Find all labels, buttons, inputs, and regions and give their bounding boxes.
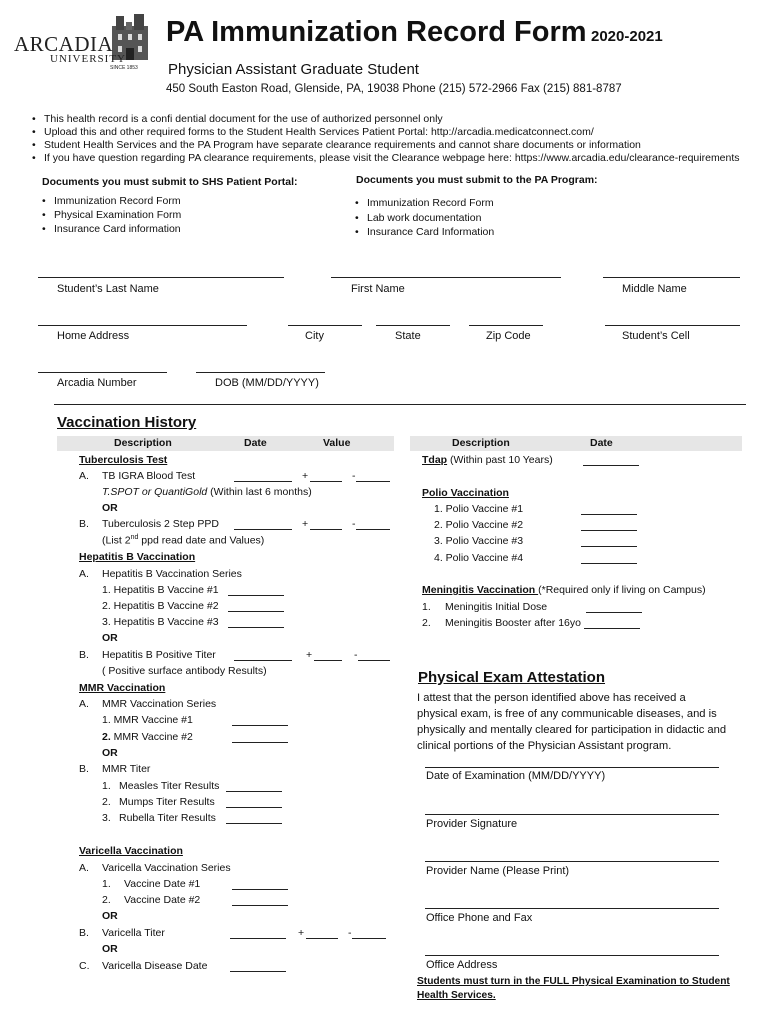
col-description: Description xyxy=(452,437,510,449)
meningitis-2-row xyxy=(422,617,581,629)
exam-date-label: Date of Examination (MM/DD/YYYY) xyxy=(426,770,606,782)
row-label: Hepatitis B Positive Titer xyxy=(102,649,216,661)
rubella-titer-row xyxy=(102,812,216,824)
row-num: 3. xyxy=(102,812,111,824)
hepb-titer-row xyxy=(79,649,216,661)
row-label: Vaccine Date #1 xyxy=(124,878,201,890)
col-value: Value xyxy=(323,437,351,449)
col-description: Description xyxy=(114,437,172,449)
meningitis-title: Meningitis Vaccination xyxy=(422,584,539,596)
varicella-2-row xyxy=(102,894,201,906)
row-letter: A. xyxy=(79,568,89,580)
row-label: TB IGRA Blood Test xyxy=(102,470,196,482)
minus-sign: - xyxy=(354,649,358,661)
pa-docs-title: Documents you must submit to the PA Program: xyxy=(356,174,598,186)
ppd-note-pre: (List 2 xyxy=(102,534,131,547)
row-label: Vaccine Date #2 xyxy=(124,894,201,906)
polio-1-label: 1. Polio Vaccine #1 xyxy=(434,503,524,515)
hepb-titer-date[interactable] xyxy=(234,651,292,661)
state-label: State xyxy=(395,330,421,342)
varicella-2-date[interactable] xyxy=(232,896,288,906)
row-label: MMR Vaccination Series xyxy=(102,698,217,710)
row-num: 1. xyxy=(102,780,111,792)
varicella-disease-row xyxy=(79,960,208,972)
col-date: Date xyxy=(244,437,267,449)
mmr-1-label: 1. MMR Vaccine #1 xyxy=(102,714,193,726)
tb-igra-note-rest: (Within last 6 months) xyxy=(207,486,312,498)
polio-4-date[interactable] xyxy=(581,554,637,564)
plus-sign: + xyxy=(306,649,313,661)
minus-sign: - xyxy=(352,518,356,530)
tb-igra-date[interactable] xyxy=(234,472,292,482)
row-label: Varicella Vaccination Series xyxy=(102,862,231,874)
arcadia-logo xyxy=(14,10,154,70)
or-label: OR xyxy=(102,502,118,514)
hepb-1-label: 1. Hepatitis B Vaccine #1 xyxy=(102,584,219,596)
tdap-date[interactable] xyxy=(583,456,639,466)
mmr-2-num: 2. xyxy=(102,731,111,743)
exam-date-field[interactable] xyxy=(425,767,719,768)
hepb-3-date[interactable] xyxy=(228,618,284,628)
tb-ppd-plus[interactable] xyxy=(310,520,342,530)
row-letter: B. xyxy=(79,927,89,939)
arcadia-number-label: Arcadia Number xyxy=(57,377,137,389)
meningitis-title-row xyxy=(422,584,706,596)
mmr-title: MMR Vaccination xyxy=(79,682,166,694)
measles-titer-value[interactable] xyxy=(226,782,282,792)
row-letter: B. xyxy=(79,649,89,661)
vaccination-history-heading: Vaccination History xyxy=(57,414,197,431)
measles-titer-row xyxy=(102,780,220,792)
plus-sign: + xyxy=(302,518,309,530)
row-label: Meningitis Initial Dose xyxy=(445,601,548,613)
polio-title: Polio Vaccination xyxy=(422,487,509,499)
last-name-field[interactable] xyxy=(38,277,284,278)
address-line: 450 South Easton Road, Glenside, PA, 19038 Phone (215) 572-2966 Fax (215) 881-8787 xyxy=(166,83,622,95)
mmr-2-date[interactable] xyxy=(232,733,288,743)
office-phone-field[interactable] xyxy=(425,908,719,909)
shs-docs-list xyxy=(40,194,181,236)
row-letter: B. xyxy=(79,763,89,775)
shs-docs-title: Documents you must submit to SHS Patient Portal: xyxy=(42,176,298,188)
row-num: 1. xyxy=(422,601,431,613)
city-field[interactable] xyxy=(288,325,362,326)
varicella-series-row xyxy=(79,862,231,874)
varicella-titer-row xyxy=(79,927,165,939)
first-name-label: First Name xyxy=(351,283,405,295)
ppd-note-post: ppd read date and Values) xyxy=(138,534,265,547)
city-label: City xyxy=(305,330,324,342)
note-item: • This health record is a confi dential document for the use of authorized personnel only xyxy=(30,113,760,126)
provider-signature-field[interactable] xyxy=(425,814,719,815)
or-label: OR xyxy=(102,747,118,759)
row-label: Varicella Disease Date xyxy=(102,960,208,972)
note-item: • If you have question regarding PA clearance requirements, please visit the Clearance webpage here: https://www.arcadia.edu/clearance-requirements xyxy=(30,152,760,165)
office-phone-label: Office Phone and Fax xyxy=(426,912,533,924)
arcadia-number-field[interactable] xyxy=(38,372,167,373)
hepb-titer-note: ( Positive surface antibody Results) xyxy=(102,665,267,677)
office-address-label: Office Address xyxy=(426,959,498,971)
shs-doc-item: • Physical Examination Form xyxy=(40,208,181,222)
first-name-field[interactable] xyxy=(331,277,561,278)
or-label: OR xyxy=(102,943,118,955)
hepb-title: Hepatitis B Vaccination xyxy=(79,551,196,563)
varicella-disease-date[interactable] xyxy=(230,962,286,972)
tb-igra-minus[interactable] xyxy=(356,472,390,482)
hepb-titer-plus[interactable] xyxy=(314,651,342,661)
polio-3-label: 3. Polio Vaccine #3 xyxy=(434,535,524,547)
tdap-row xyxy=(422,454,553,466)
row-label: Varicella Titer xyxy=(102,927,165,939)
vax-table-header xyxy=(57,436,394,451)
attestation-text: I attest that the person identified above has received a physical exam, is free of any communicable diseases, and is physically and mentally cleared for participation in didactic and clinical portions of the Physician Assistant program. xyxy=(417,692,727,752)
title-main: PA Immunization Record Form xyxy=(166,16,587,48)
provider-signature-label: Provider Signature xyxy=(426,818,518,830)
home-address-label: Home Address xyxy=(57,330,130,342)
hepb-2-date[interactable] xyxy=(228,602,284,612)
zip-label: Zip Code xyxy=(486,330,531,342)
or-label: OR xyxy=(102,632,118,644)
logo-since: SINCE 1853 xyxy=(110,65,138,71)
row-letter: A. xyxy=(79,862,89,874)
cell-label: Student’s Cell xyxy=(622,330,690,342)
notes-list xyxy=(30,113,760,165)
meningitis-1-date[interactable] xyxy=(586,603,642,613)
row-label: Hepatitis B Vaccination Series xyxy=(102,568,242,580)
provider-name-label: Provider Name (Please Print) xyxy=(426,865,570,877)
middle-name-label: Middle Name xyxy=(622,283,687,295)
cell-field[interactable] xyxy=(605,325,740,326)
zip-field[interactable] xyxy=(469,325,543,326)
col-date: Date xyxy=(590,437,613,449)
row-letter: A. xyxy=(79,470,89,482)
varicella-title: Varicella Vaccination xyxy=(79,845,183,857)
rubella-titer-value[interactable] xyxy=(226,814,282,824)
mmr-titer-row xyxy=(79,763,151,775)
tb-ppd-note xyxy=(102,534,264,547)
varicella-titer-minus[interactable] xyxy=(352,929,386,939)
varicella-titer-date[interactable] xyxy=(230,929,286,939)
minus-sign: - xyxy=(348,927,352,939)
row-label: Tuberculosis 2 Step PPD xyxy=(102,518,219,530)
row-num: 2. xyxy=(102,894,111,906)
office-address-field[interactable] xyxy=(425,955,719,956)
polio-3-date[interactable] xyxy=(581,537,637,547)
middle-name-field[interactable] xyxy=(603,277,740,278)
footer-note: Students must turn in the FULL Physical Examination to Student Health Services. xyxy=(417,976,730,1001)
mmr-series-row xyxy=(79,698,217,710)
pa-doc-item: • Insurance Card Information xyxy=(353,225,494,240)
page-subtitle: Physician Assistant Graduate Student xyxy=(168,61,419,78)
note-item: • Upload this and other required forms to the Student Health Services Patient Portal: http://arcadia.medicatconnect.com/ xyxy=(30,126,760,139)
row-label: Rubella Titer Results xyxy=(119,812,216,824)
mmr-2-text: MMR Vaccine #2 xyxy=(110,731,193,743)
last-name-label: Student’s Last Name xyxy=(57,283,159,295)
logo-sub: UNIVERSITY xyxy=(50,53,126,65)
row-label: Meningitis Booster after 16yo xyxy=(445,617,581,629)
tb-ppd-row xyxy=(79,518,219,530)
title-year: 2020-2021 xyxy=(590,28,663,45)
meningitis-2-date[interactable] xyxy=(584,619,640,629)
minus-sign: - xyxy=(352,470,356,482)
tb-igra-plus[interactable] xyxy=(310,472,342,482)
shs-doc-item: • Immunization Record Form xyxy=(40,194,181,208)
polio-4-label: 4. Polio Vaccine #4 xyxy=(434,552,524,564)
hepb-2-label: 2. Hepatitis B Vaccine #2 xyxy=(102,600,219,612)
state-field[interactable] xyxy=(376,325,450,326)
tb-igra-row xyxy=(79,470,196,482)
mmr-2-label xyxy=(102,731,193,743)
meningitis-note: (*Required only if living on Campus) xyxy=(538,584,706,596)
tb-ppd-minus[interactable] xyxy=(356,520,390,530)
hepb-1-date[interactable] xyxy=(228,586,284,596)
tb-ppd-date[interactable] xyxy=(234,520,292,530)
row-letter: C. xyxy=(79,960,90,972)
tb-title: Tuberculosis Test xyxy=(79,454,168,466)
hepb-3-label: 3. Hepatitis B Vaccine #3 xyxy=(102,616,219,628)
meningitis-1-row xyxy=(422,601,548,613)
or-label: OR xyxy=(102,910,118,922)
polio-2-date[interactable] xyxy=(581,521,637,531)
tb-igra-note-italic: T.SPOT or QuantiGold xyxy=(102,486,208,498)
home-address-field[interactable] xyxy=(38,325,247,326)
polio-2-label: 2. Polio Vaccine #2 xyxy=(434,519,524,531)
plus-sign: + xyxy=(302,470,309,482)
row-label: Mumps Titer Results xyxy=(119,796,215,808)
tdap-note: (Within past 10 Years) xyxy=(447,454,553,466)
mmr-1-date[interactable] xyxy=(232,716,288,726)
section-divider xyxy=(54,404,746,405)
row-letter: B. xyxy=(79,518,89,530)
varicella-1-row xyxy=(102,878,201,890)
right-table-header xyxy=(410,436,742,451)
row-label: Measles Titer Results xyxy=(119,780,220,792)
ppd-note-sup: nd xyxy=(130,534,139,541)
physical-exam-heading: Physical Exam Attestation xyxy=(418,669,606,686)
pa-docs-list xyxy=(353,196,494,240)
row-num: 2. xyxy=(102,796,111,808)
polio-1-date[interactable] xyxy=(581,505,637,515)
varicella-titer-plus[interactable] xyxy=(306,929,338,939)
provider-name-field[interactable] xyxy=(425,861,719,862)
pa-doc-item: • Lab work documentation xyxy=(353,211,494,226)
dob-label: DOB (MM/DD/YYYY) xyxy=(215,377,319,389)
row-num: 1. xyxy=(102,878,111,890)
dob-field[interactable] xyxy=(196,372,325,373)
row-letter: A. xyxy=(79,698,89,710)
hepb-series-row xyxy=(79,568,242,580)
pa-doc-item: • Immunization Record Form xyxy=(353,196,494,211)
logo-name: ARCADIA xyxy=(14,32,114,56)
tdap-label: Tdap xyxy=(422,454,448,466)
row-label: MMR Titer xyxy=(102,763,151,775)
page-title xyxy=(166,16,663,49)
shs-doc-item: • Insurance Card information xyxy=(40,222,181,236)
hepb-titer-minus[interactable] xyxy=(358,651,390,661)
mumps-titer-value[interactable] xyxy=(226,798,282,808)
varicella-1-date[interactable] xyxy=(232,880,288,890)
note-item: • Student Health Services and the PA Program have separate clearance requirements and cannot share documents or information xyxy=(30,139,760,152)
row-num: 2. xyxy=(422,617,431,629)
plus-sign: + xyxy=(298,927,305,939)
tb-igra-note xyxy=(102,486,312,498)
mumps-titer-row xyxy=(102,796,215,808)
